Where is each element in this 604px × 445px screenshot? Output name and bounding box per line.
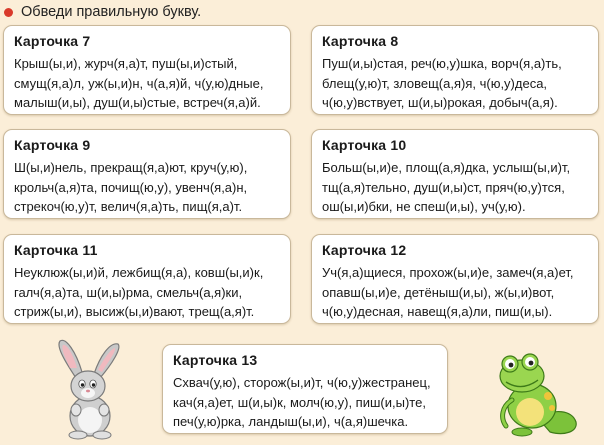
card-line: кач(я,а)ет, ш(и,ы)к, молч(ю,у), пиш(и,ы)те, bbox=[173, 394, 426, 410]
card-line: крольч(а,я)та, почищ(ю,у), увенч(я,а)н, bbox=[14, 179, 248, 195]
frog-illustration bbox=[490, 348, 582, 438]
card-title: Карточка 7 bbox=[14, 33, 91, 49]
card-line: тщ(а,я)тельно, душ(и,ы)ст, пряч(ю,у)тся, bbox=[322, 179, 565, 195]
card-line: Уч(я,а)щиеся, прохож(ы,и)е, замеч(я,а)ет, bbox=[322, 265, 574, 280]
card-line: стрекоч(ю,у)т, велич(я,а)ть, пищ(я,а)т. bbox=[14, 199, 243, 214]
card-title: Карточка 11 bbox=[14, 242, 98, 258]
bullet-icon bbox=[4, 8, 13, 17]
card-7 bbox=[3, 25, 291, 115]
card-line: печ(у,ю)рка, ландыш(ы,и), ч(а,я)шечка. bbox=[173, 414, 409, 429]
instruction-text: Обведи правильную букву. bbox=[21, 4, 202, 20]
card-10 bbox=[311, 129, 599, 219]
card-13 bbox=[162, 344, 448, 434]
card-line: стриж(ы,и), высиж(ы,и)вают, трещ(а,я)т. bbox=[14, 304, 255, 319]
frog-icon bbox=[490, 348, 582, 438]
card-8 bbox=[311, 25, 599, 115]
card-line: ч(ю,у)вствует, ш(и,ы)рокая, добыч(а,я). bbox=[322, 95, 558, 110]
card-line: смущ(я,а)л, уж(ы,и)н, ч(а,я)й, ч(у,ю)дные, bbox=[14, 75, 264, 91]
card-line: Пуш(и,ы)стая, реч(ю,у)шка, ворч(я,а)ть, bbox=[322, 56, 562, 71]
card-line: Неуклюж(ы,и)й, лежбищ(я,а), ковш(ы,и)к, bbox=[14, 265, 264, 280]
card-line: опавш(ы,и)е, детёныш(и,ы), ж(ы,и)вот, bbox=[322, 284, 555, 300]
card-9 bbox=[3, 129, 291, 219]
instruction bbox=[4, 3, 201, 21]
card-line: Ш(ы,и)нель, прекращ(я,а)ют, круч(у,ю), bbox=[14, 160, 248, 175]
card-line: Больш(ы,и)е, площ(а,я)дка, услыш(ы,и)т, bbox=[322, 160, 571, 175]
card-line: блещ(у,ю)т, зловещ(а,я)я, ч(ю,у)деса, bbox=[322, 75, 548, 91]
card-title: Карточка 10 bbox=[322, 137, 407, 153]
card-title: Карточка 8 bbox=[322, 33, 399, 49]
card-12 bbox=[311, 234, 599, 324]
card-line: Крыш(ы,и), журч(я,а)т, пуш(ы,и)стый, bbox=[14, 56, 238, 71]
rabbit-illustration bbox=[46, 338, 136, 440]
card-line: галч(я,а)та, ш(и,ы)рма, смельч(а,я)ки, bbox=[14, 284, 243, 300]
rabbit-icon bbox=[46, 338, 136, 440]
card-title: Карточка 9 bbox=[14, 137, 91, 153]
card-line: ош(ы,и)бки, не спеш(и,ы), уч(у,ю). bbox=[322, 199, 526, 214]
card-line: Схвач(у,ю), сторож(ы,и)т, ч(ю,у)жестранец, bbox=[173, 375, 431, 390]
card-line: малыш(и,ы), душ(и,ы)стые, встреч(я,а)й. bbox=[14, 95, 261, 110]
card-line: ч(ю,у)десная, навещ(я,а)ли, пиш(и,ы). bbox=[322, 304, 553, 319]
card-title: Карточка 12 bbox=[322, 242, 407, 258]
card-title: Карточка 13 bbox=[173, 352, 258, 368]
card-11 bbox=[3, 234, 291, 324]
